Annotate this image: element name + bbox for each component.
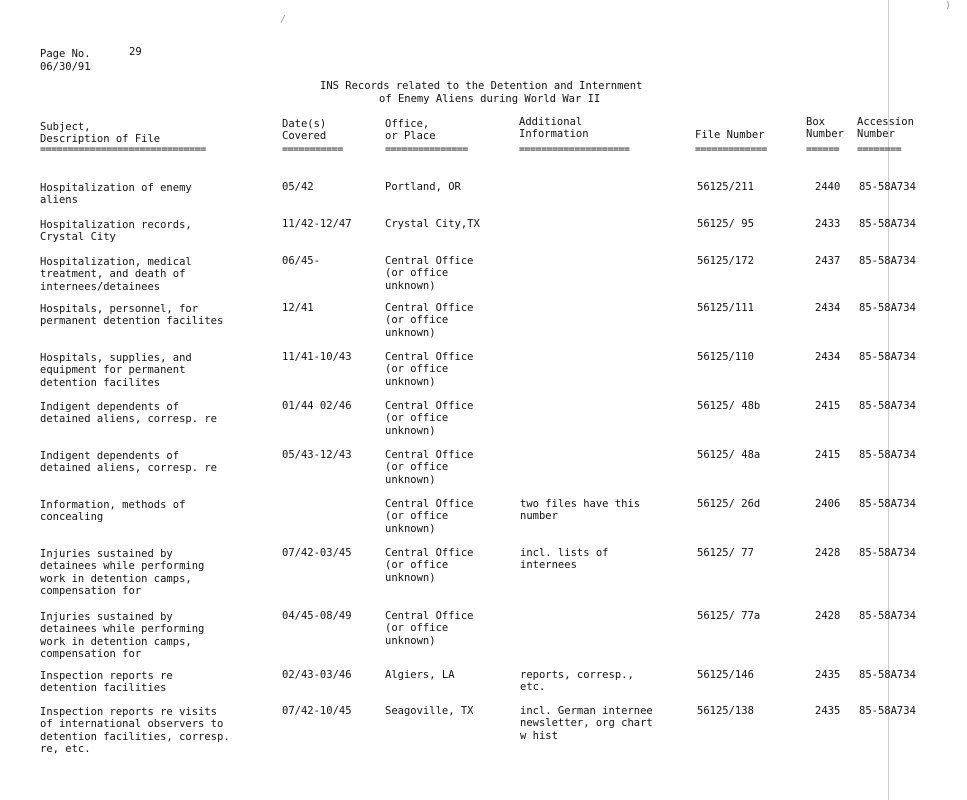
cell-file: 56125/ 26d — [697, 498, 761, 510]
document-title-line1: INS Records related to the Detention and Internment — [320, 80, 643, 92]
cell-subject: Hospitals, supplies, and equipment for permanent detention facilites — [40, 352, 192, 389]
cell-subject: Hospitals, personnel, for permanent detention facilites — [40, 303, 224, 328]
cell-file: 56125/211 — [697, 181, 754, 193]
cell-box: 2428 — [815, 610, 841, 622]
cell-file: 56125/138 — [697, 705, 754, 717]
cell-box: 2437 — [815, 255, 841, 267]
cell-office: Crystal City,TX — [385, 218, 480, 230]
cell-subject: Indigent dependents of detained aliens, corresp. re — [40, 450, 218, 475]
cell-office: Central Office (or office unknown) — [385, 449, 474, 486]
cell-dates: 06/45- — [282, 255, 320, 267]
cell-dates: 05/42 — [282, 181, 314, 193]
cell-subject: Injuries sustained by detainees while performing work in detention camps, compensation for — [40, 611, 205, 660]
column-header-box: Box Number — [806, 116, 844, 141]
cell-info: incl. German internee newsletter, org chart w hist — [520, 705, 653, 742]
cell-office: Algiers, LA — [385, 669, 455, 681]
cell-box: 2435 — [815, 669, 841, 681]
cell-accession: 85-58A734 — [859, 669, 916, 681]
cell-dates: 11/41-10/43 — [282, 351, 352, 363]
cell-subject: Information, methods of concealing — [40, 499, 186, 524]
cell-file: 56125/ 77a — [697, 610, 761, 622]
cell-dates: 04/45-08/49 — [282, 610, 352, 622]
cell-office: Central Office (or office unknown) — [385, 610, 474, 647]
cell-box: 2433 — [815, 218, 841, 230]
column-header-accession: Accession Number — [857, 116, 914, 141]
cell-box: 2415 — [815, 449, 841, 461]
column-header-office: Office, or Place — [385, 118, 436, 143]
cell-file: 56125/ 48b — [697, 400, 761, 412]
separator-info: ==================== — [519, 144, 630, 155]
separator-office: =============== — [385, 144, 468, 155]
cell-file: 56125/146 — [697, 669, 754, 681]
cell-office: Central Office (or office unknown) — [385, 498, 474, 535]
cell-accession: 85-58A734 — [859, 181, 916, 193]
page-number: 29 — [129, 46, 142, 58]
cell-file: 56125/ 48a — [697, 449, 761, 461]
cell-accession: 85-58A734 — [859, 449, 916, 461]
report-date: 06/30/91 — [40, 61, 91, 73]
cell-info: incl. lists of internees — [520, 547, 609, 572]
separator-dates: =========== — [282, 144, 343, 155]
cell-box: 2435 — [815, 705, 841, 717]
cell-office: Central Office (or office unknown) — [385, 351, 474, 388]
separator-subject: ============================== — [40, 144, 206, 155]
column-header-subject: Subject, Description of File — [40, 121, 161, 146]
cell-subject: Hospitalization of enemy aliens — [40, 182, 192, 207]
cell-dates: 11/42-12/47 — [282, 218, 352, 230]
scan-mark: ) — [945, 0, 952, 11]
cell-dates: 12/41 — [282, 302, 314, 314]
cell-office: Seagoville, TX — [385, 705, 474, 717]
cell-accession: 85-58A734 — [859, 218, 916, 230]
cell-accession: 85-58A734 — [859, 705, 916, 717]
cell-file: 56125/ 95 — [697, 218, 754, 230]
cell-subject: Inspection reports re detention facilities — [40, 670, 173, 695]
cell-dates: 01/44 02/46 — [282, 400, 352, 412]
cell-subject: Hospitalization, medical treatment, and death of internees/detainees — [40, 256, 192, 293]
cell-file: 56125/172 — [697, 255, 754, 267]
cell-box: 2434 — [815, 302, 841, 314]
cell-file: 56125/111 — [697, 302, 754, 314]
cell-accession: 85-58A734 — [859, 351, 916, 363]
cell-subject: Indigent dependents of detained aliens, corresp. re — [40, 401, 218, 426]
cell-box: 2434 — [815, 351, 841, 363]
column-header-info: Additional Information — [519, 116, 589, 141]
cell-dates: 05/43-12/43 — [282, 449, 352, 461]
cell-subject: Inspection reports re visits of international observers to detention facilities, corresp. re, etc. — [40, 706, 230, 755]
cell-accession: 85-58A734 — [859, 255, 916, 267]
cell-accession: 85-58A734 — [859, 547, 916, 559]
cell-dates: 07/42-10/45 — [282, 705, 352, 717]
cell-box: 2440 — [815, 181, 841, 193]
cell-file: 56125/110 — [697, 351, 754, 363]
cell-office: Central Office (or office unknown) — [385, 302, 474, 339]
cell-box: 2415 — [815, 400, 841, 412]
cell-file: 56125/ 77 — [697, 547, 754, 559]
scan-mark: / — [280, 14, 287, 25]
cell-dates: 02/43-03/46 — [282, 669, 352, 681]
cell-office: Central Office (or office unknown) — [385, 547, 474, 584]
cell-office: Central Office (or office unknown) — [385, 255, 474, 292]
cell-box: 2406 — [815, 498, 841, 510]
cell-accession: 85-58A734 — [859, 302, 916, 314]
cell-info: reports, corresp., etc. — [520, 669, 634, 694]
separator-box: ====== — [806, 144, 840, 155]
cell-office: Portland, OR — [385, 181, 461, 193]
cell-subject: Injuries sustained by detainees while performing work in detention camps, compensation for — [40, 548, 205, 597]
column-header-dates: Date(s) Covered — [282, 118, 327, 143]
cell-accession: 85-58A734 — [859, 400, 916, 412]
cell-info: two files have this number — [520, 498, 641, 523]
document-title-line2: of Enemy Aliens during World War II — [379, 93, 601, 105]
column-header-file: File Number — [695, 129, 765, 141]
cell-dates: 07/42-03/45 — [282, 547, 352, 559]
cell-subject: Hospitalization records, Crystal City — [40, 219, 192, 244]
separator-file: ============= — [695, 144, 767, 155]
separator-accession: ======== — [857, 144, 902, 155]
cell-box: 2428 — [815, 547, 841, 559]
cell-accession: 85-58A734 — [859, 498, 916, 510]
cell-accession: 85-58A734 — [859, 610, 916, 622]
cell-office: Central Office (or office unknown) — [385, 400, 474, 437]
page-label: Page No. — [40, 48, 91, 60]
